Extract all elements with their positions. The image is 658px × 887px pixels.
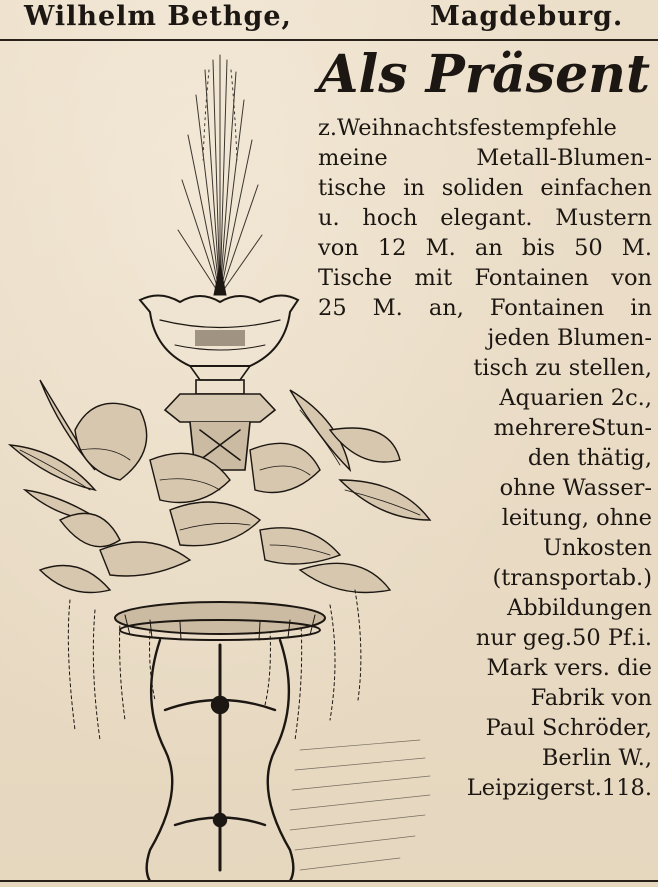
- advert-line: (transportab.): [492, 565, 652, 591]
- fountain-nozzle: [214, 265, 226, 295]
- advert-headline: Als Präsent: [318, 44, 650, 105]
- advert-line: Mark vers. die: [486, 655, 652, 681]
- advert-line: Berlin W.,: [541, 745, 652, 771]
- bottom-rule: [0, 880, 658, 882]
- firm-city: Magdeburg.: [430, 1, 624, 32]
- floor-shadow: [290, 740, 430, 880]
- advert-line: leitung, ohne: [501, 505, 652, 531]
- advert-line: tische in soliden einfachen: [318, 175, 652, 201]
- flower-table-illustration: [0, 50, 440, 880]
- advert-line: Leipzigerst.118.: [466, 775, 652, 801]
- advert-line: Paul Schröder,: [485, 715, 652, 741]
- advert-line: mehrereStun-: [493, 415, 652, 441]
- advert-line: u. hoch elegant. Mustern: [318, 205, 652, 231]
- advert-line: Fabrik von: [530, 685, 652, 711]
- fountain-basin: [140, 295, 298, 366]
- advert-line: tisch zu stellen,: [473, 355, 652, 381]
- table-legs: [145, 640, 295, 880]
- advert-line: Tische mit Fontainen von: [318, 265, 652, 291]
- advert-line: 25 M. an, Fontainen in: [318, 295, 652, 321]
- advert-line: Aquarien 2c.,: [499, 385, 652, 411]
- advert-line: nur geg.50 Pf.i.: [475, 625, 652, 651]
- advert-line: z.Weihnachtsfestempfehle: [318, 115, 617, 141]
- advert-line: von 12 M. an bis 50 M.: [318, 235, 652, 261]
- advert-line: ohne Wasser-: [499, 475, 652, 501]
- top-rule: [0, 39, 658, 41]
- tabletop: [115, 602, 325, 640]
- masthead: [0, 0, 658, 40]
- advert-line: meine Metall-Blumen-: [318, 145, 652, 171]
- advert-line: jeden Blumen-: [487, 325, 652, 351]
- fountain-spray: [178, 55, 262, 295]
- firm-name: Wilhelm Bethge,: [24, 1, 292, 32]
- advert-line: Unkosten: [542, 535, 652, 561]
- advert-line: den thätig,: [527, 445, 652, 471]
- advert-line: Abbildungen: [506, 595, 652, 621]
